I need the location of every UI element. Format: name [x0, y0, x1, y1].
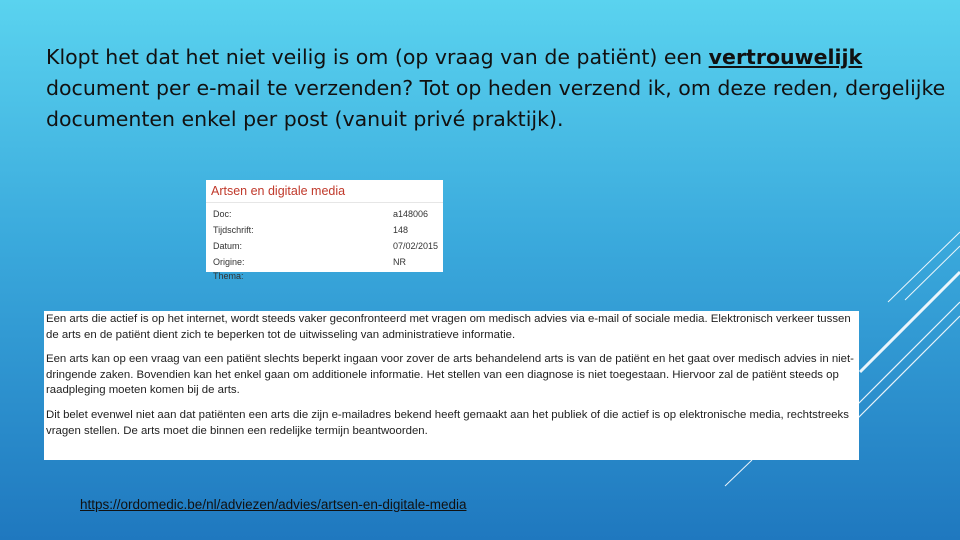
question-heading — [46, 42, 946, 135]
heading-text-end: document per e-mail te verzenden? Tot op heden verzend ik, om deze reden, dergelijke documenten enkel per post (vanuit privé praktijk). — [46, 76, 946, 131]
meta-key: Datum: — [213, 241, 243, 251]
meta-row-doc — [206, 209, 443, 225]
meta-key: Doc: — [213, 209, 232, 219]
excerpt-paragraph: Een arts die actief is op het internet, wordt steeds vaker geconfronteerd met vragen om medisch advies via e-mail of sociale media. Elektronisch verkeer tussen de arts en de patiënt dient zich te beperken tot de uitwisseling van administratieve informatie. — [46, 313, 851, 341]
card-title: Artsen en digitale media — [211, 184, 346, 198]
meta-value: a148006 — [393, 209, 429, 219]
meta-value: 07/02/2015 — [393, 241, 439, 251]
meta-row-thema — [206, 271, 443, 287]
document-info-card — [206, 180, 443, 281]
card-divider — [206, 202, 443, 203]
heading-text-start: Klopt het dat het niet veilig is om (op vraag van de patiënt) een — [46, 45, 709, 69]
meta-value: 148 — [393, 225, 409, 235]
meta-value: NR — [393, 257, 406, 267]
meta-key: Tijdschrift: — [213, 225, 254, 235]
meta-key: Origine: — [213, 257, 245, 267]
excerpt-paragraph: Een arts kan op een vraag van een patiënt slechts beperkt ingaan voor zover de arts behandelend arts is van de patiënt en het gaat over medisch advies in niet-dringende zaken. Bovendien kan het enkel gaan om additionele informatie. Het stellen van een diagnose is niet toegestaan. Hiervoor zal de patiënt steeds op raadpleging moeten komen bij de arts. — [46, 353, 854, 397]
meta-key: Thema: — [213, 271, 244, 281]
source-link[interactable]: https://ordomedic.be/nl/adviezen/advies/artsen-en-digitale-media — [80, 497, 467, 512]
heading-emphasis: vertrouwelijk — [708, 45, 863, 69]
advice-excerpt — [44, 311, 859, 460]
meta-row-tijdschrift — [206, 225, 443, 241]
meta-row-datum — [206, 241, 443, 257]
excerpt-paragraph: Dit belet evenwel niet aan dat patiënten een arts die zijn e-mailadres bekend heeft gemaakt aan het publiek of die actief is op elektronische media, rechtstreeks vragen stellen. De arts moet die binnen een redelijke termijn beantwoorden. — [46, 408, 849, 437]
